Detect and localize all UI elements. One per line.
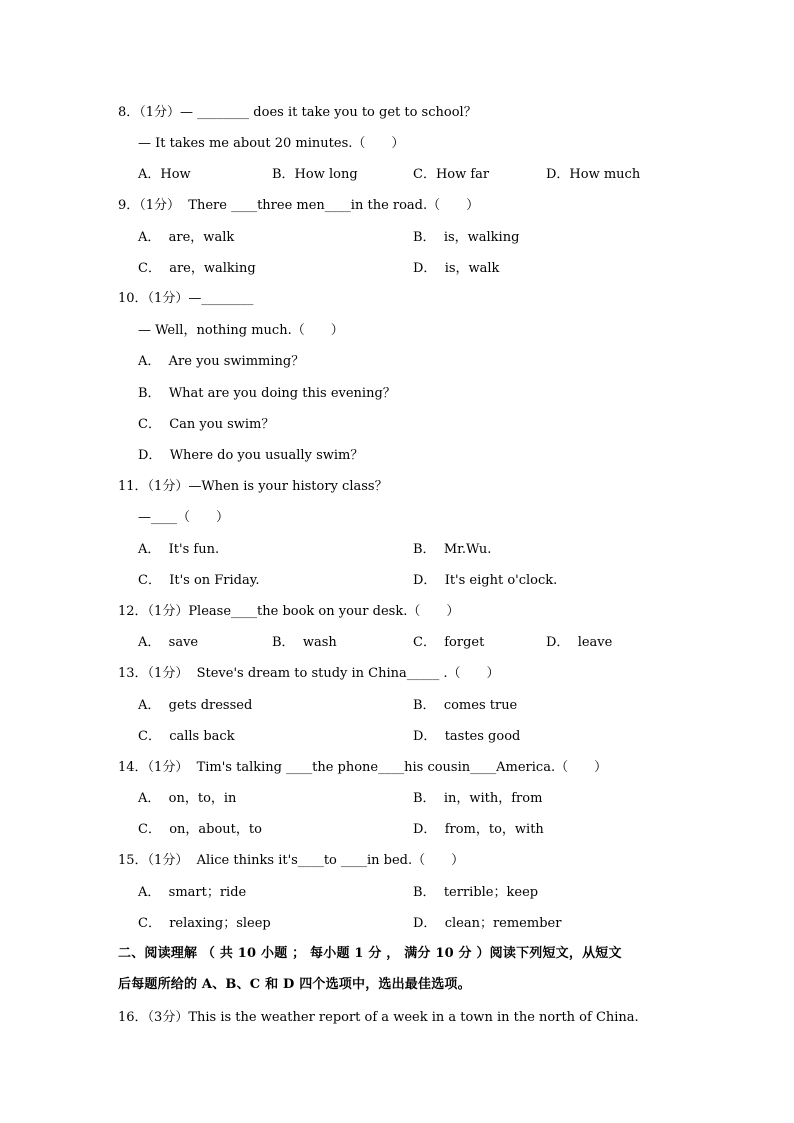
question-9-option-d: D． is，walk	[413, 261, 500, 276]
question-11-sub: —____（ ）	[138, 510, 230, 525]
question-8-option-b: B．How long	[272, 167, 358, 182]
question-10-option-a: A． Are you swimming？	[138, 354, 305, 369]
question-12-option-c: C． forget	[413, 635, 485, 650]
question-16-stem: 16．（3分）This is the weather report of a week in a town in the north of China.	[118, 1010, 639, 1025]
question-8-option-c: C．How far	[413, 167, 490, 182]
question-11-option-b: B． Mr.Wu.	[413, 542, 492, 557]
section-2-heading-line-1: 二、阅读理解 （ 共 10 小题 ； 每小题 1 分 ， 满分 10 分 ）阅读下列短文，从短文	[118, 946, 622, 961]
question-13-stem: 13．（1分） Steve's dream to study in China_____ .（ ）	[118, 666, 500, 681]
question-11-option-d: D． It's eight o'clock.	[413, 573, 558, 588]
question-14-option-c: C． on，about，to	[138, 822, 262, 837]
question-15-stem: 15．（1分） Alice thinks it's____to ____in bed.（ ）	[118, 853, 465, 868]
question-9-option-c: C． are，walking	[138, 261, 256, 276]
question-14-option-d: D． from，to，with	[413, 822, 544, 837]
question-10-sub: — Well，nothing much.（ ）	[138, 323, 344, 338]
question-9-stem: 9．（1分） There ____three men____in the road.（ ）	[118, 198, 480, 213]
question-10-option-b: B． What are you doing this evening？	[138, 386, 396, 401]
question-15-option-c: C． relaxing；sleep	[138, 916, 271, 931]
question-11-option-c: C． It's on Friday.	[138, 573, 260, 588]
question-8-sub: — It takes me about 20 minutes.（ ）	[138, 136, 405, 151]
question-12-option-d: D． leave	[546, 635, 613, 650]
question-13-option-c: C． calls back	[138, 729, 235, 744]
question-9-option-b: B． is，walking	[413, 230, 520, 245]
question-10-option-d: D． Where do you usually swim？	[138, 448, 364, 463]
question-8-option-a: A．How	[138, 167, 191, 182]
question-10-option-c: C． Can you swim？	[138, 417, 275, 432]
question-14-option-b: B． in，with，from	[413, 791, 543, 806]
question-9-option-a: A． are，walk	[138, 230, 235, 245]
question-10-stem: 10．（1分）—________	[118, 291, 254, 306]
question-15-option-b: B． terrible；keep	[413, 885, 539, 900]
section-2-heading-line-2: 后每题所给的 A、B、C 和 D 四个选项中，选出最佳选项。	[118, 977, 471, 992]
question-14-option-a: A． on，to，in	[138, 791, 237, 806]
question-15-option-a: A． smart；ride	[138, 885, 247, 900]
question-12-option-b: B． wash	[272, 635, 337, 650]
question-12-option-a: A． save	[138, 635, 199, 650]
question-8-stem: 8．（1分）— ________ does it take you to get to school？	[118, 105, 477, 120]
question-14-stem: 14．（1分） Tim's talking ____the phone____his cousin____America.（ ）	[118, 760, 608, 775]
question-13-option-a: A． gets dressed	[138, 698, 253, 713]
question-15-option-d: D． clean；remember	[413, 916, 562, 931]
question-11-option-a: A． It's fun.	[138, 542, 220, 557]
question-8-option-d: D．How much	[546, 167, 641, 182]
question-12-stem: 12．（1分）Please____the book on your desk.（ ）	[118, 604, 460, 619]
question-13-option-b: B． comes true	[413, 698, 518, 713]
question-11-stem: 11．（1分）—When is your history class？	[118, 479, 388, 494]
question-13-option-d: D． tastes good	[413, 729, 521, 744]
